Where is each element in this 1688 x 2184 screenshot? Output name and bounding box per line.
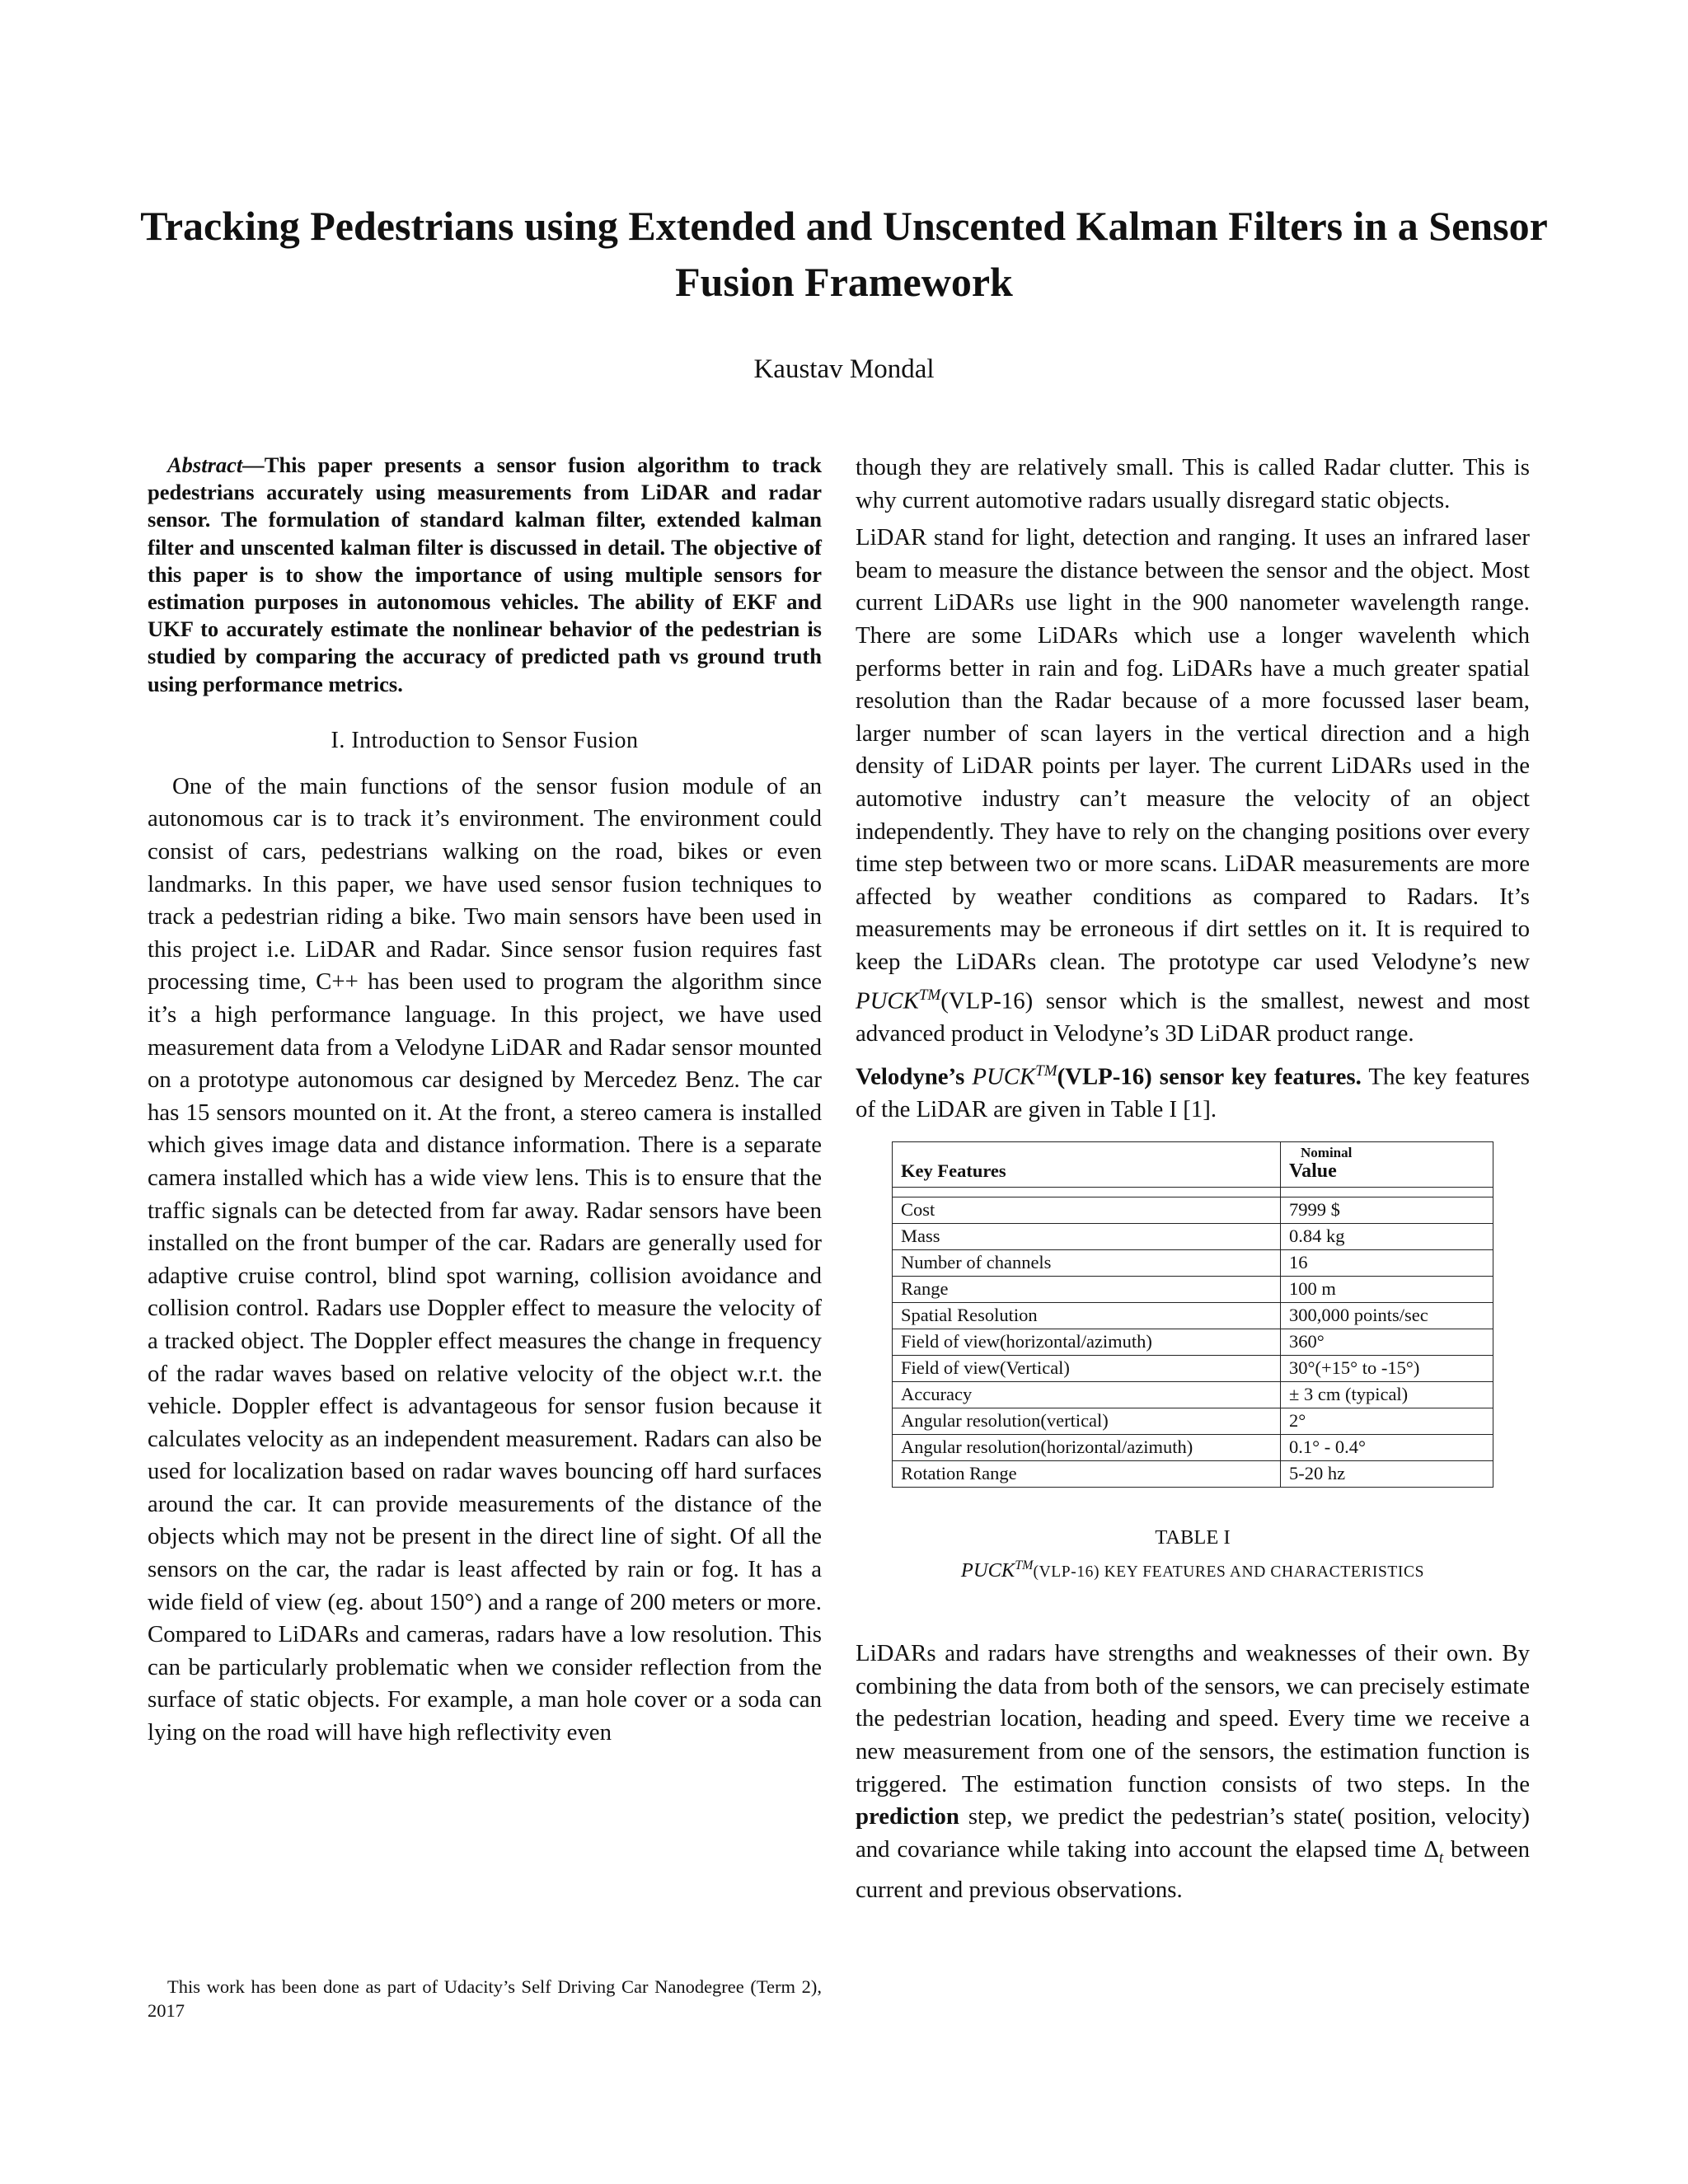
paper-title: Tracking Pedestrians using Extended and Unscented Kalman Filters in a Sensor Fusion Framework: [140, 203, 1548, 305]
table-cell-feature: Cost: [893, 1197, 1281, 1224]
table-cell-value: 300,000 points/sec: [1281, 1303, 1493, 1329]
puck-math-3: PUCK: [960, 1559, 1015, 1582]
col-header-nominal: Nominal: [1301, 1145, 1353, 1161]
table-cell-feature: Rotation Range: [893, 1461, 1281, 1488]
col-header-nominal-value: [1281, 1142, 1493, 1188]
fusion-paragraph: [856, 1638, 1530, 1907]
table-caption-text: [856, 1552, 1530, 1586]
abstract: [148, 452, 822, 698]
table-cell-value: 100 m: [1281, 1277, 1493, 1303]
delta-subscript: t: [1438, 1849, 1444, 1867]
table-body: [893, 1197, 1493, 1488]
abstract-label: Abstract—: [167, 452, 265, 477]
prediction-word: prediction: [856, 1803, 959, 1830]
table-cell-value: 0.1° - 0.4°: [1281, 1435, 1493, 1461]
table-row: [893, 1356, 1493, 1382]
footnote: This work has been done as part of Udacity’s Self Driving Car Nanodegree (Term 2), 2017: [148, 1976, 822, 2021]
delta-symbol: Δ: [1423, 1835, 1439, 1863]
fusion-text-a: LiDARs and radars have strengths and weaknesses of their own. By combining the data from both of the sensors, we can precisely estimate the pedestrian location, heading and speed. Every time we receive a new measurement from one of the sensors, the estimation function is triggered. The estimation function consists of two steps. In the: [856, 1640, 1530, 1797]
table-row: [893, 1461, 1493, 1488]
lidar-text-2: (VLP-16) sensor which is the smallest, newest and most advanced product in Velodyne’s 3D LiDAR product range.: [856, 987, 1530, 1047]
table-gap-row: [893, 1188, 1493, 1197]
table-cell-value: 360°: [1281, 1329, 1493, 1356]
table-row: [893, 1382, 1493, 1408]
table-cell-feature: Mass: [893, 1224, 1281, 1250]
table-cell-feature: Angular resolution(horizontal/azimuth): [893, 1435, 1281, 1461]
table-cell-feature: Number of channels: [893, 1250, 1281, 1277]
table-row: [893, 1277, 1493, 1303]
table-cell-value: ± 3 cm (typical): [1281, 1382, 1493, 1408]
table-caption: [856, 1524, 1530, 1586]
features-table: [892, 1141, 1493, 1488]
left-column: [148, 452, 822, 1750]
col-header-key-features: Key Features: [893, 1142, 1281, 1188]
intro-paragraph: One of the main functions of the sensor fusion module of an autonomous car is to track it’s environment. The environment could consist of cars, pedestrians walking on the road, bikes or even landmarks. In this paper, we have used sensor fusion techniques to track a pedestrian riding a bike. Two main sensors have been used in this project i.e. LiDAR and Radar. Since sensor fusion requires fast processing time, C++ has been used to program the algorithm since it’s a high performance language. In this project, we have used measurement data from a Velodyne LiDAR and Radar sensor mounted on a prototype autonomous car designed by Mercedez Benz. The car has 15 sensors mounted on it. At the front, a stereo camera is installed which gives image data and distance information. There is a separate camera installed which has a wide view lens. This is to ensure that the traffic signals can be detected from far away. Radar sensors have been installed on the front bumper of the car. Radars are generally used for adaptive cruise control, blind spot warning, collision avoidance and collision control. Radars use Doppler effect to measure the velocity of a tracked object. The Doppler effect measures the change in frequency of the radar waves based on relative velocity of the object w.r.t. the vehicle. Doppler effect is advantageous for sensor fusion because it calculates velocity as an independent measurement. Radars can also be used for localization based on radar waves bouncing off hard surfaces around the car. It can provide measurements of the distance of the objects which may not be present in the direct line of sight. Of all the sensors on the car, the radar is least affected by rain or fog. It has a wide field of view (eg. about 150°) and a range of 200 meters or more. Compared to LiDARs and cameras, radars have a low resolution. This can be particularly problematic when we consider reflection from the surface of static objects. For example, a man hole cover or a soda can lying on the road will have high reflectivity even: [148, 772, 822, 1746]
table-cell-feature: Spatial Resolution: [893, 1303, 1281, 1329]
fusion-text-b: step, we predict the pedestrian’s state( position, velocity) and covariance while taking into account the elapsed time: [856, 1803, 1530, 1863]
features-text: The key features of the LiDAR are given in Table I [1].: [856, 1063, 1530, 1123]
table-cell-feature: Angular resolution(vertical): [893, 1408, 1281, 1435]
features-lead-2: (VLP-16) sensor key features.: [1057, 1063, 1362, 1090]
radar-clutter-paragraph: though they are relatively small. This is called Radar clutter. This is why current automotive radars usually disregard static objects.: [856, 454, 1530, 513]
lidar-text: LiDAR stand for light, detection and ranging. It uses an infrared laser beam to measure the distance between the sensor and the object. Most current LiDARs use light in the 900 nanometer wavelength range. There are some LiDARs which use a longer wavelenth which performs better in rain and fog. LiDARs have a much greater spatial resolution than the Radar because of a more focussed laser beam, larger number of scan layers in the vertical direction and a high density of LiDAR points per layer. The current LiDARs used in the automotive industry can’t measure the velocity of an object independently. They have to rely on the changing positions over every time step between two or more scans. LiDAR measurements are more affected by weather conditions as compared to Radars. It’s measurements may be erroneous if dirt settles on it. It is required to keep the LiDARs clean. The prototype car used Velodyne’s new: [856, 524, 1530, 975]
table-row: [893, 1250, 1493, 1277]
puck-math-2: PUCK: [972, 1063, 1036, 1090]
features-lead-1: Velodyne’s: [856, 1063, 965, 1090]
puck-math: PUCK: [856, 987, 919, 1015]
tm-superscript-3: TM: [1015, 1558, 1034, 1573]
table-cell-value: 30°(+15° to -15°): [1281, 1356, 1493, 1382]
table-cell-feature: Field of view(horizontal/azimuth): [893, 1329, 1281, 1356]
table-row: [893, 1408, 1493, 1435]
table-caption-rest: (VLP-16) KEY FEATURES AND CHARACTERISTICS: [1033, 1563, 1425, 1582]
table-cell-value: 2°: [1281, 1408, 1493, 1435]
table-row: [893, 1435, 1493, 1461]
table-row: [893, 1303, 1493, 1329]
table-row: [893, 1329, 1493, 1356]
paper-author: Kaustav Mondal: [753, 354, 935, 384]
table-cell-value: 16: [1281, 1250, 1493, 1277]
abstract-text: This paper presents a sensor fusion algorithm to track pedestrians accurately using measurements from LiDAR and radar sensor. The formulation of standard kalman filter, extended kalman filter and unscented kalman filter is discussed in detail. The objective of this paper is to show the importance of using multiple sensors for estimation purposes in autonomous vehicles. The ability of EKF and UKF to accurately estimate the nonlinear behavior of the pedestrian is studied by comparing the accuracy of predicted path vs ground truth using performance metrics.: [148, 452, 822, 696]
table-cell-feature: Field of view(Vertical): [893, 1356, 1281, 1382]
table-cell-feature: Accuracy: [893, 1382, 1281, 1408]
right-column: [856, 452, 1530, 1907]
table-cell-feature: Range: [893, 1277, 1281, 1303]
table-row: [893, 1224, 1493, 1250]
fusion-text-c: between current and previous observations.: [856, 1835, 1530, 1904]
col-header-value: Value: [1289, 1160, 1337, 1183]
features-paragraph: [856, 1055, 1530, 1127]
table-header-row: [893, 1142, 1493, 1188]
table-caption-label: TABLE I: [1155, 1526, 1231, 1549]
lidar-paragraph: [856, 522, 1530, 1050]
delta-t: [1423, 1835, 1444, 1867]
table-cell-value: 0.84 kg: [1281, 1224, 1493, 1250]
table-row: [893, 1197, 1493, 1224]
tm-superscript-2: TM: [1035, 1062, 1057, 1080]
section-heading-1: I. Introduction to Sensor Fusion: [331, 727, 639, 753]
tm-superscript: TM: [918, 986, 941, 1004]
table-cell-value: 7999 $: [1281, 1197, 1493, 1224]
table-cell-value: 5-20 hz: [1281, 1461, 1493, 1488]
